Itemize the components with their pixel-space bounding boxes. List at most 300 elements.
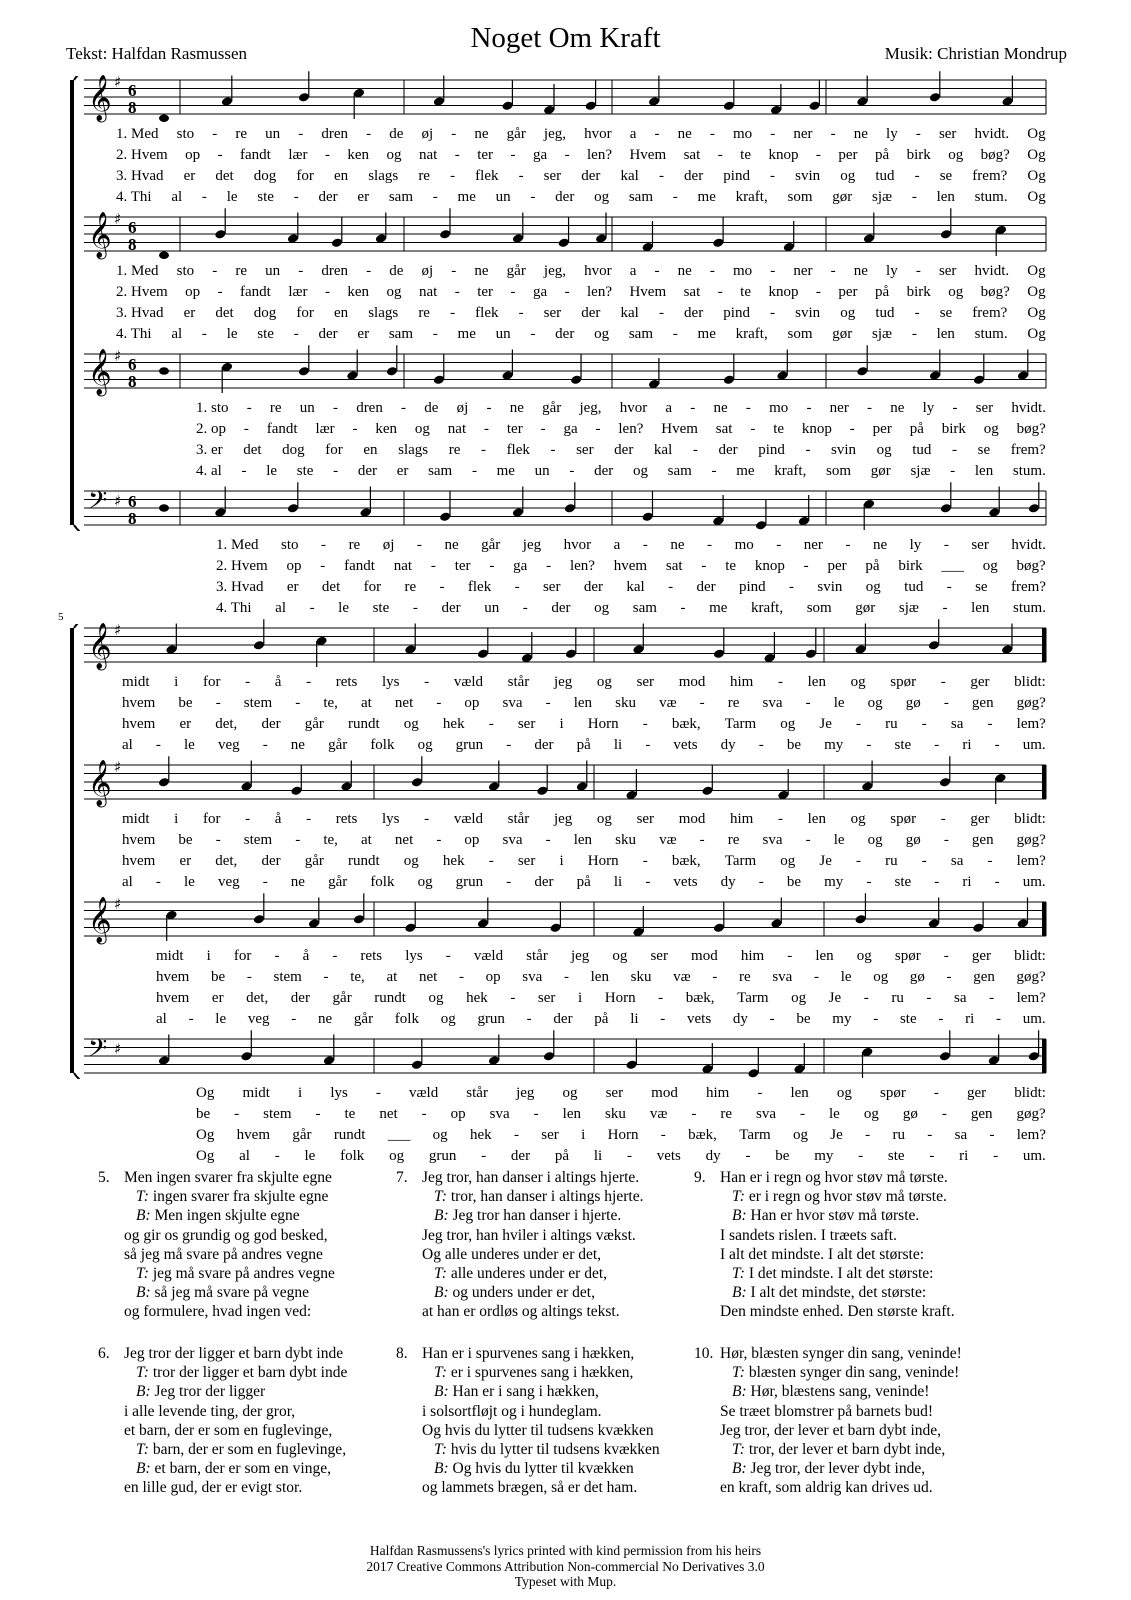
- lyric-syllable: 4. al: [196, 463, 222, 479]
- lyric-syllable: -: [234, 1106, 240, 1122]
- lyric-syllable: stem: [243, 832, 273, 848]
- lyric-syllable: for: [296, 168, 314, 184]
- lyric-syllable: -: [952, 442, 958, 458]
- lyric-syllable: sam: [632, 600, 657, 616]
- lyric-syllable: sku: [605, 1106, 626, 1122]
- lyric-syllable: stum.: [1012, 463, 1046, 479]
- lyric-syllable: Hvem: [629, 147, 667, 163]
- lyric-syllable: -: [480, 442, 486, 458]
- lyric-syllable: 2. op: [196, 421, 226, 437]
- lyric-verse-4: [116, 324, 1046, 345]
- lyric-syllable: -: [309, 600, 315, 616]
- lyric-syllable: -: [201, 326, 207, 342]
- lyric-syllable: -: [658, 990, 664, 1006]
- lyric-syllable: dren: [356, 400, 383, 416]
- lyric-syllable: gø: [905, 695, 921, 711]
- lyric-syllable: hek: [442, 716, 465, 732]
- lyric-syllable: ger: [967, 1085, 987, 1101]
- lyric-syllable: der: [441, 600, 461, 616]
- lyric-syllable: det: [215, 168, 234, 184]
- lyric-syllable: og: [386, 147, 402, 163]
- time-signature: 6: [128, 492, 137, 511]
- lyric-syllable: at: [360, 832, 372, 848]
- lyric-syllable: dy: [705, 1148, 721, 1164]
- lyric-syllable: -: [217, 284, 223, 300]
- lyric-syllable: -: [424, 811, 430, 827]
- lyric-syllable: -: [564, 284, 570, 300]
- note: [159, 504, 169, 512]
- lyric-verse-4: [116, 187, 1046, 208]
- lyric-syllable: dog: [253, 305, 277, 321]
- lyric-syllable: -: [927, 1127, 933, 1143]
- lyric-syllable: ne: [677, 126, 692, 142]
- lyric-syllable: li: [613, 874, 623, 890]
- lyric-syllable: se: [975, 579, 988, 595]
- lyric-syllable: og: [432, 1127, 448, 1143]
- lyric-syllable: al: [156, 1011, 167, 1027]
- verse-line: Jeg tror, der lever et barn dybt inde,: [720, 1421, 942, 1439]
- lyric-syllable: -: [321, 537, 327, 553]
- lyric-syllable: pind: [758, 442, 785, 458]
- lyric-syllable: net: [394, 695, 414, 711]
- lyric-syllable: ne: [444, 537, 459, 553]
- lyric-syllable: -: [911, 189, 917, 205]
- lyric-syllable: midt: [122, 674, 150, 690]
- lyric-syllable: og: [850, 674, 866, 690]
- lyric-syllable: tud: [875, 305, 895, 321]
- verse-line: B: Hør, blæstens sang, veninde!: [732, 1383, 930, 1401]
- lyric-syllable: en: [333, 305, 349, 321]
- lyric-syllable: væ: [659, 832, 677, 848]
- lyric-syllable: å: [302, 948, 310, 964]
- lyric-verse-3: [196, 440, 1046, 461]
- lyric-syllable: er: [357, 326, 370, 342]
- lyric-syllable: for: [233, 948, 252, 964]
- staff-lines: [84, 347, 1050, 395]
- lyric-syllable: og: [594, 600, 610, 616]
- lyric-syllable: -: [540, 421, 546, 437]
- verse-line: I alt det mindste. I alt det største:: [720, 1245, 925, 1263]
- key-signature-sharp-icon: ♯: [114, 210, 122, 228]
- lyric-syllable: og: [840, 168, 856, 184]
- lyric-syllable: sam: [428, 463, 453, 479]
- staff-lines: [84, 73, 1050, 121]
- lyric-syllable: går: [304, 716, 324, 732]
- note: [159, 251, 169, 259]
- lyric-syllable: my: [832, 1011, 852, 1027]
- lyric-syllable: der: [614, 442, 634, 458]
- lyric-syllable: -: [941, 1106, 947, 1122]
- lyric-syllable: -: [212, 126, 218, 142]
- lyric-syllable: -: [873, 1011, 879, 1027]
- lyric-syllable: ser: [543, 168, 562, 184]
- lyric-syllable: blidt:: [1014, 674, 1046, 690]
- lyric-syllable: un: [484, 600, 500, 616]
- lyric-syllable: me: [496, 463, 515, 479]
- lyric-syllable: -: [914, 305, 920, 321]
- lyric-syllable: ne: [509, 400, 524, 416]
- lyric-syllable: å: [274, 811, 282, 827]
- lyric-syllable: -: [545, 832, 551, 848]
- lyric-syllable: i: [174, 674, 179, 690]
- lyric-syllable: sam: [628, 326, 654, 342]
- lyric-syllable: hvor: [584, 126, 612, 142]
- lyric-syllable: veg: [217, 874, 240, 890]
- lyric-syllable: ser: [543, 305, 562, 321]
- lyric-syllable: er: [183, 305, 196, 321]
- staff-lines: [84, 1034, 1050, 1079]
- lyric-syllable: ter: [506, 421, 523, 437]
- lyric-syllable: lem?: [1016, 853, 1046, 869]
- lyric-syllable: -: [658, 305, 664, 321]
- lyric-syllable: 2. Hvem: [116, 147, 168, 163]
- lyric-syllable: hvem: [122, 695, 156, 711]
- lyric-syllable: -: [915, 126, 921, 142]
- lyric-syllable: 1. Med: [216, 537, 259, 553]
- lyric-syllable: -: [424, 674, 430, 690]
- lyric-syllable: -: [642, 537, 648, 553]
- lyric-verse-3: [196, 1125, 1046, 1146]
- lyric-syllable: -: [805, 832, 811, 848]
- lyric-syllable: tud: [912, 442, 932, 458]
- lyric-syllable: sto: [176, 126, 195, 142]
- lyric-syllable: knop: [801, 421, 832, 437]
- lyric-syllable: -: [486, 400, 492, 416]
- lyric-syllable: hvidt.: [974, 263, 1010, 279]
- note: [159, 114, 169, 122]
- lyric-syllable: står: [466, 1085, 488, 1101]
- lyric-syllable: Og: [1027, 263, 1046, 279]
- lyrics-block: [196, 398, 1046, 482]
- lyric-syllable: der: [718, 442, 738, 458]
- lyric-syllable: ser: [605, 1085, 624, 1101]
- lyric-syllable: ste: [257, 326, 274, 342]
- lyric-syllable: øj: [382, 537, 395, 553]
- lyric-syllable: len: [807, 811, 826, 827]
- lyric-syllable: bæk,: [688, 1127, 717, 1143]
- lyric-syllable: a: [613, 537, 621, 553]
- lyric-syllable: går: [353, 1011, 374, 1027]
- lyric-syllable: knop: [768, 147, 799, 163]
- lyric-syllable: pind: [723, 305, 750, 321]
- lyric-syllable: Og: [196, 1127, 215, 1143]
- lyric-syllable: folk: [394, 1011, 419, 1027]
- lyric-syllable: -: [940, 674, 946, 690]
- lyric-syllable: væld: [473, 948, 504, 964]
- lyric-syllable: folk: [370, 737, 395, 753]
- bass-clef-icon: 𝄢: [88, 486, 108, 521]
- lyric-syllable: -: [805, 442, 811, 458]
- lyric-syllable: al: [239, 1148, 250, 1164]
- lyric-syllable: på: [874, 147, 890, 163]
- lyric-syllable: fandt: [240, 147, 271, 163]
- lyric-syllable: ste: [887, 1148, 905, 1164]
- lyric-syllable: -: [324, 147, 330, 163]
- lyric-syllable: -: [323, 969, 329, 985]
- lyric-syllable: -: [915, 263, 921, 279]
- lyric-verse-2: [196, 1104, 1046, 1125]
- lyric-syllable: hvem: [122, 716, 156, 732]
- lyric-syllable: hvem: [156, 969, 190, 985]
- lyric-syllable: -: [436, 695, 442, 711]
- lyric-syllable: stem: [243, 695, 273, 711]
- lyric-syllable: sjæ: [872, 326, 893, 342]
- lyric-syllable: frem?: [972, 305, 1008, 321]
- lyrics-block: [122, 672, 1046, 756]
- lyric-syllable: be: [786, 737, 802, 753]
- time-signature: 6: [128, 81, 137, 100]
- lyric-syllable: 1. Med: [116, 263, 159, 279]
- lyric-syllable: lys: [382, 674, 400, 690]
- verse-line: Hør, blæsten synger din sang, veninde!: [720, 1345, 962, 1362]
- lyric-syllable: det: [321, 579, 341, 595]
- lyric-syllable: kraft,: [735, 189, 768, 205]
- lyric-syllable: bæk,: [671, 853, 701, 869]
- lyric-syllable: der: [684, 168, 704, 184]
- lyric-syllable: -: [510, 990, 516, 1006]
- lyric-syllable: al: [171, 189, 183, 205]
- verse-line: Og hvis du lytter til tudsens kvækken: [422, 1421, 654, 1439]
- lyric-syllable: sa: [950, 853, 964, 869]
- lyric-syllable: lys: [382, 811, 400, 827]
- lyric-syllable: 3. Hvad: [216, 579, 264, 595]
- lyric-syllable: der: [318, 326, 338, 342]
- verse-line: en lille gud, der er evigt stor.: [124, 1479, 303, 1497]
- verse: [98, 1168, 335, 1322]
- lyric-syllable: lær: [315, 421, 335, 437]
- lyric-syllable: flek: [467, 579, 492, 595]
- lyric-syllable: der: [551, 600, 571, 616]
- lyric-syllable: -: [488, 716, 494, 732]
- lyric-syllable: um.: [1022, 1148, 1046, 1164]
- lyric-syllable: be: [796, 1011, 811, 1027]
- lyric-syllable: -: [241, 463, 247, 479]
- lyric-syllable: -: [212, 263, 218, 279]
- lyric-syllable: og: [982, 558, 998, 574]
- lyric-syllable: slags: [368, 305, 399, 321]
- lyric-syllable: hvem: [122, 832, 156, 848]
- lyric-syllable: der: [555, 189, 575, 205]
- lyric-syllable: him: [730, 674, 754, 690]
- lyric-syllable: sva: [502, 695, 523, 711]
- lyric-syllable: væ: [673, 969, 691, 985]
- lyric-syllable: slags: [398, 442, 429, 458]
- lyric-syllable: -: [660, 1127, 666, 1143]
- lyric-syllable: re: [739, 969, 751, 985]
- lyric-syllable: -: [914, 168, 920, 184]
- lyric-syllable: len: [573, 832, 593, 848]
- lyric-syllable: -: [510, 147, 516, 163]
- lyric-syllable: -: [563, 969, 569, 985]
- lyric-syllable: len: [974, 463, 994, 479]
- lyric-syllable: -: [690, 400, 696, 416]
- lyric-syllable: jeg,: [543, 126, 566, 142]
- lyric-syllable: -: [642, 716, 648, 732]
- lyric-syllable: -: [938, 1011, 944, 1027]
- lyric-syllable: -: [366, 126, 372, 142]
- lyric-syllable: sto: [176, 263, 195, 279]
- lyric-syllable: gøg?: [1016, 969, 1046, 985]
- lyric-syllable: -: [866, 737, 872, 753]
- lyric-syllable: -: [691, 1106, 697, 1122]
- lyric-syllable: lær: [288, 147, 308, 163]
- treble-clef-icon: 𝄞: [88, 212, 112, 258]
- lyric-syllable: grun: [428, 1148, 457, 1164]
- lyric-syllable: -: [709, 263, 715, 279]
- verse-line: T: tror der ligger et barn dybt inde: [136, 1364, 348, 1382]
- lyric-syllable: sva: [762, 695, 783, 711]
- lyric-syllable: stum.: [1013, 600, 1046, 616]
- lyric-syllable: tud: [875, 168, 895, 184]
- lyric-syllable: jeg: [516, 1085, 535, 1101]
- lyric-syllable: ___: [387, 1127, 411, 1143]
- lyric-syllable: ru: [891, 990, 904, 1006]
- lyric-syllable: vets: [687, 1011, 712, 1027]
- lyric-syllable: går: [328, 874, 348, 890]
- lyric-syllable: re: [235, 126, 247, 142]
- lyric-syllable: -: [994, 874, 1000, 890]
- lyric-syllable: ner: [793, 263, 813, 279]
- lyric-syllable: sva: [756, 1106, 777, 1122]
- lyric-verse-4: [122, 735, 1046, 756]
- lyric-syllable: -: [987, 716, 993, 732]
- lyric-syllable: der: [555, 326, 575, 342]
- lyric-syllable: sam: [667, 463, 692, 479]
- treble-clef-icon: 𝄞: [88, 897, 112, 943]
- lyric-syllable: -: [522, 600, 528, 616]
- lyric-syllable: mod: [651, 1085, 678, 1101]
- footer-license: 2017 Creative Commons Attribution Non-commercial No Derivatives 3.0: [366, 1558, 765, 1574]
- lyric-syllable: birk: [941, 421, 966, 437]
- lyric-syllable: dy: [720, 737, 736, 753]
- lyric-syllable: me: [709, 600, 728, 616]
- lyric-syllable: ly: [922, 400, 935, 416]
- lyric-syllable: -: [658, 168, 664, 184]
- lyric-syllable: folk: [340, 1148, 365, 1164]
- lyric-syllable: -: [458, 969, 464, 985]
- lyric-syllable: hvem: [156, 990, 190, 1006]
- lyric-syllable: -: [987, 853, 993, 869]
- lyric-syllable: sva: [489, 1106, 510, 1122]
- lyrics-block: [122, 809, 1046, 893]
- lyric-syllable: -: [518, 168, 524, 184]
- lyric-verse-3: [122, 714, 1046, 735]
- lyric-syllable: går: [332, 990, 352, 1006]
- lyric-syllable: ser: [975, 400, 994, 416]
- lyric-syllable: for: [202, 811, 221, 827]
- lyric-syllable: hvem: [122, 853, 156, 869]
- time-signature: 8: [128, 98, 137, 117]
- lyric-syllable: og: [983, 421, 999, 437]
- lyric-syllable: him: [730, 811, 754, 827]
- lyric-syllable: -: [943, 537, 949, 553]
- lyric-syllable: mod: [678, 674, 706, 690]
- lyric-syllable: -: [430, 558, 436, 574]
- lyric-syllable: -: [298, 126, 304, 142]
- lyric-syllable: re: [348, 537, 361, 553]
- lyric-syllable: rets: [335, 811, 358, 827]
- lyric-syllable: -: [550, 442, 556, 458]
- lyric-syllable: re: [448, 442, 461, 458]
- lyric-syllable: ken: [347, 284, 370, 300]
- lyric-syllable: len: [815, 948, 834, 964]
- lyric-syllable: -: [701, 558, 707, 574]
- lyric-syllable: -: [215, 832, 221, 848]
- lyric-syllable: be: [211, 969, 226, 985]
- lyric-syllable: stum.: [974, 189, 1008, 205]
- verse-line: B: Han er i sang i hækken,: [434, 1383, 599, 1401]
- lyric-syllable: -: [526, 1011, 532, 1027]
- lyric-syllable: på: [874, 284, 890, 300]
- lyric-verse-4: [216, 598, 1046, 619]
- lyric-syllable: se: [977, 442, 991, 458]
- verse-number: 9.: [694, 1169, 706, 1186]
- lyric-syllable: -: [243, 421, 249, 437]
- lyric-syllable: -: [366, 263, 372, 279]
- verse-number: 7.: [396, 1169, 408, 1186]
- lyric-syllable: gør: [832, 326, 853, 342]
- lyric-syllable: te: [725, 558, 737, 574]
- lyric-syllable: le: [833, 832, 845, 848]
- lyric-syllable: ly: [886, 126, 898, 142]
- lyric-syllable: der: [581, 168, 601, 184]
- lyric-syllable: un: [495, 189, 511, 205]
- lyric-syllable: -: [933, 1085, 939, 1101]
- footer-typeset: Typeset with Mup.: [514, 1574, 617, 1589]
- verse: [98, 1344, 348, 1498]
- lyric-syllable: rets: [335, 674, 358, 690]
- staff-lines: [84, 486, 1050, 531]
- lyric-syllable: hvidt.: [974, 126, 1010, 142]
- lyric-syllable: -: [711, 463, 717, 479]
- lyric-syllable: -: [942, 600, 948, 616]
- lyric-syllable: svin: [817, 579, 843, 595]
- lyric-syllable: blidt:: [1014, 948, 1046, 964]
- lyric-syllable: rundt: [348, 716, 380, 732]
- lyric-syllable: -: [401, 400, 407, 416]
- lyric-syllable: spør: [890, 674, 917, 690]
- verse-line: i alle levende ting, der gror,: [124, 1402, 296, 1420]
- verse-line: B: Han er hvor støv må tørste.: [732, 1207, 920, 1225]
- lyric-syllable: det,: [246, 990, 269, 1006]
- lyric-syllable: -: [745, 400, 751, 416]
- lyric-syllable: sku: [630, 969, 652, 985]
- verse-line: og formulere, hvad ingen ved:: [124, 1303, 312, 1321]
- lyric-syllable: frem?: [1010, 579, 1046, 595]
- lyric-syllable: ser: [517, 716, 536, 732]
- lyric-syllable: op: [464, 832, 480, 848]
- lyric-syllable: blidt:: [1014, 1085, 1046, 1101]
- lyric-syllable: gø: [909, 969, 925, 985]
- lyric-syllable: i: [174, 811, 179, 827]
- verse-line: Den mindste enhed. Den største kraft.: [720, 1303, 955, 1321]
- lyric-syllable: å: [274, 674, 282, 690]
- lyric-syllable: pind: [723, 168, 750, 184]
- lyric-verse-1: [196, 1083, 1046, 1104]
- lyric-syllable: ste: [296, 463, 314, 479]
- lyric-syllable: len: [807, 674, 826, 690]
- lyric-syllable: hek: [469, 1127, 492, 1143]
- verse: [694, 1344, 962, 1498]
- lyric-syllable: -: [865, 1127, 871, 1143]
- verse-line: at han er ordløs og altings tekst.: [422, 1303, 620, 1321]
- lyric-syllable: hvem: [236, 1127, 270, 1143]
- lyric-syllable: kal: [620, 168, 639, 184]
- verse-line: B: Jeg tror, der lever dybt inde,: [732, 1460, 926, 1478]
- lyric-syllable: og: [440, 1011, 456, 1027]
- lyric-syllable: 3. Hvad: [116, 305, 164, 321]
- lyric-syllable: og: [612, 948, 628, 964]
